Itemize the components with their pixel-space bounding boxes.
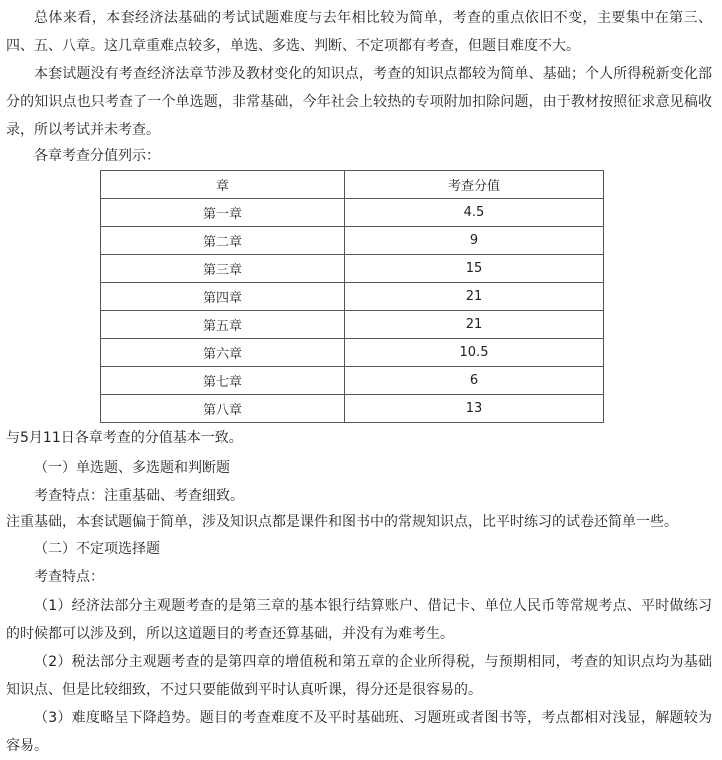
chapter-cell: 第一章 bbox=[101, 199, 345, 227]
chapter-cell: 第三章 bbox=[101, 255, 345, 283]
table-row bbox=[101, 199, 604, 227]
chapter-cell: 第五章 bbox=[101, 311, 345, 339]
section2-title: （二）不定项选择题 bbox=[34, 541, 160, 557]
header-score: 考查分值 bbox=[345, 171, 604, 199]
section1-title: （一）单选题、多选题和判断题 bbox=[34, 460, 230, 476]
score-cell: 10.5 bbox=[345, 339, 604, 367]
chapter-cell: 第四章 bbox=[101, 283, 345, 311]
chapter-cell: 第七章 bbox=[101, 367, 345, 395]
section1-body: 注重基础，本套试题偏于简单，涉及知识点都是课件和图书中的常规知识点，比平时练习的试卷还简单一些。 bbox=[6, 514, 678, 530]
score-cell: 9 bbox=[345, 227, 604, 255]
after-table-note: 与5月11日各章考查的分值基本一致。 bbox=[6, 430, 243, 446]
point-1: （1）经济法部分主观题考查的是第三章的基本银行结算账户、借记卡、单位人民币等常规考点、平时做练习的时候都可以涉及到，所以这道题目的考查还算基础，并没有为难考生。 bbox=[6, 598, 712, 642]
score-table bbox=[100, 170, 604, 423]
chapter-cell: 第二章 bbox=[101, 227, 345, 255]
table-row bbox=[101, 311, 604, 339]
section1-feature: 考查特点：注重基础、考查细致。 bbox=[34, 488, 244, 504]
table-row bbox=[101, 255, 604, 283]
table-header-row bbox=[101, 171, 604, 199]
chapter-cell: 第八章 bbox=[101, 395, 345, 423]
score-cell: 15 bbox=[345, 255, 604, 283]
scope-paragraph: 本套试题没有考查经济法章节涉及教材变化的知识点，考查的知识点都较为简单、基础；个人所得税新变化部分的知识点也只考查了一个单选题，非常基础，今年社会上较热的专项附加扣除问题，由于教材按照征求意见稿收录，所以考试并未考查。 bbox=[6, 66, 712, 138]
table-row bbox=[101, 227, 604, 255]
score-cell: 13 bbox=[345, 395, 604, 423]
chapter-cell: 第六章 bbox=[101, 339, 345, 367]
intro-paragraph: 总体来看，本套经济法基础的考试试题难度与去年相比较为简单，考查的重点依旧不变，主要集中在第三、四、五、八章。这几章重难点较多，单选、多选、判断、不定项都有考查，但题目难度不大。 bbox=[6, 10, 712, 54]
score-cell: 21 bbox=[345, 283, 604, 311]
point-2: （2）税法部分主观题考查的是第四章的增值税和第五章的企业所得税，与预期相同，考查的知识点均为基础知识点、但是比较细致，不过只要能做到平时认真听课，得分还是很容易的。 bbox=[6, 654, 712, 698]
score-cell: 4.5 bbox=[345, 199, 604, 227]
table-row bbox=[101, 395, 604, 423]
table-row bbox=[101, 339, 604, 367]
point-3: （3）难度略呈下降趋势。题目的考查难度不及平时基础班、习题班或者图书等，考点都相对浅显，解题较为容易。 bbox=[6, 710, 712, 754]
header-chapter: 章 bbox=[101, 171, 345, 199]
score-cell: 21 bbox=[345, 311, 604, 339]
section2-feature: 考查特点： bbox=[34, 569, 104, 585]
table-row bbox=[101, 367, 604, 395]
table-row bbox=[101, 283, 604, 311]
table-caption: 各章考查分值列示： bbox=[34, 148, 160, 164]
score-cell: 6 bbox=[345, 367, 604, 395]
